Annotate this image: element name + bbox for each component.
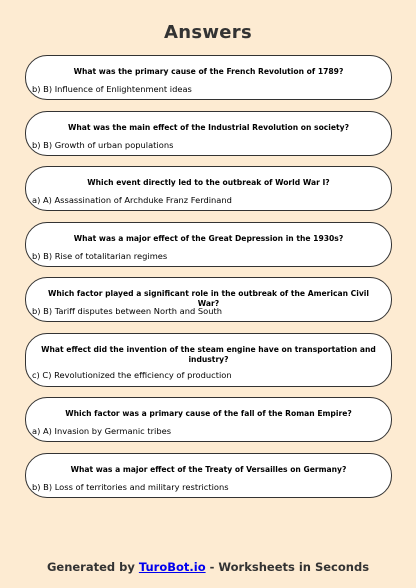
qa-card-7 xyxy=(25,397,392,442)
question-text: Which factor was a primary cause of the fall of the Roman Empire? xyxy=(65,409,352,418)
answer-text: b) B) Growth of urban populations xyxy=(32,140,174,150)
qa-card-2 xyxy=(25,111,392,156)
answer-text: a) A) Invasion by Germanic tribes xyxy=(32,426,172,436)
qa-card-6 xyxy=(25,333,392,387)
answer-text: c) C) Revolutionized the efficiency of production xyxy=(32,370,232,380)
question-text: Which event directly led to the outbreak of World War I? xyxy=(87,178,330,187)
answer-text: b) B) Loss of territories and military restrictions xyxy=(32,482,229,492)
page-title: Answers xyxy=(164,22,252,43)
question-text: What effect did the invention of the steam engine have on transportation and industry? xyxy=(41,345,376,364)
footer-prefix: Generated by xyxy=(46,560,139,574)
qa-card-4 xyxy=(25,222,392,267)
footer xyxy=(0,560,416,574)
question-text: What was a major effect of the Treaty of Versailles on Germany? xyxy=(70,465,347,474)
brand-link[interactable]: TuroBot.io xyxy=(138,560,206,574)
answer-text: a) A) Assassination of Archduke Franz Ferdinand xyxy=(32,195,232,205)
answer-text: b) B) Rise of totalitarian regimes xyxy=(32,251,168,261)
qa-card-5 xyxy=(25,277,392,322)
footer-suffix: - Worksheets in Seconds xyxy=(205,560,370,574)
qa-card-3 xyxy=(25,166,392,211)
question-text: What was a major effect of the Great Depression in the 1930s? xyxy=(73,234,344,243)
answer-text: b) B) Influence of Enlightenment ideas xyxy=(32,84,192,94)
question-text: What was the main effect of the Industrial Revolution on society? xyxy=(67,123,350,132)
qa-card-1 xyxy=(25,55,392,100)
qa-card-8 xyxy=(25,453,392,498)
question-text: What was the primary cause of the French Revolution of 1789? xyxy=(73,67,344,76)
question-text: Which factor played a significant role in the outbreak of the American Civil War? xyxy=(47,289,369,308)
answer-text: b) B) Tariff disputes between North and South xyxy=(32,306,223,316)
